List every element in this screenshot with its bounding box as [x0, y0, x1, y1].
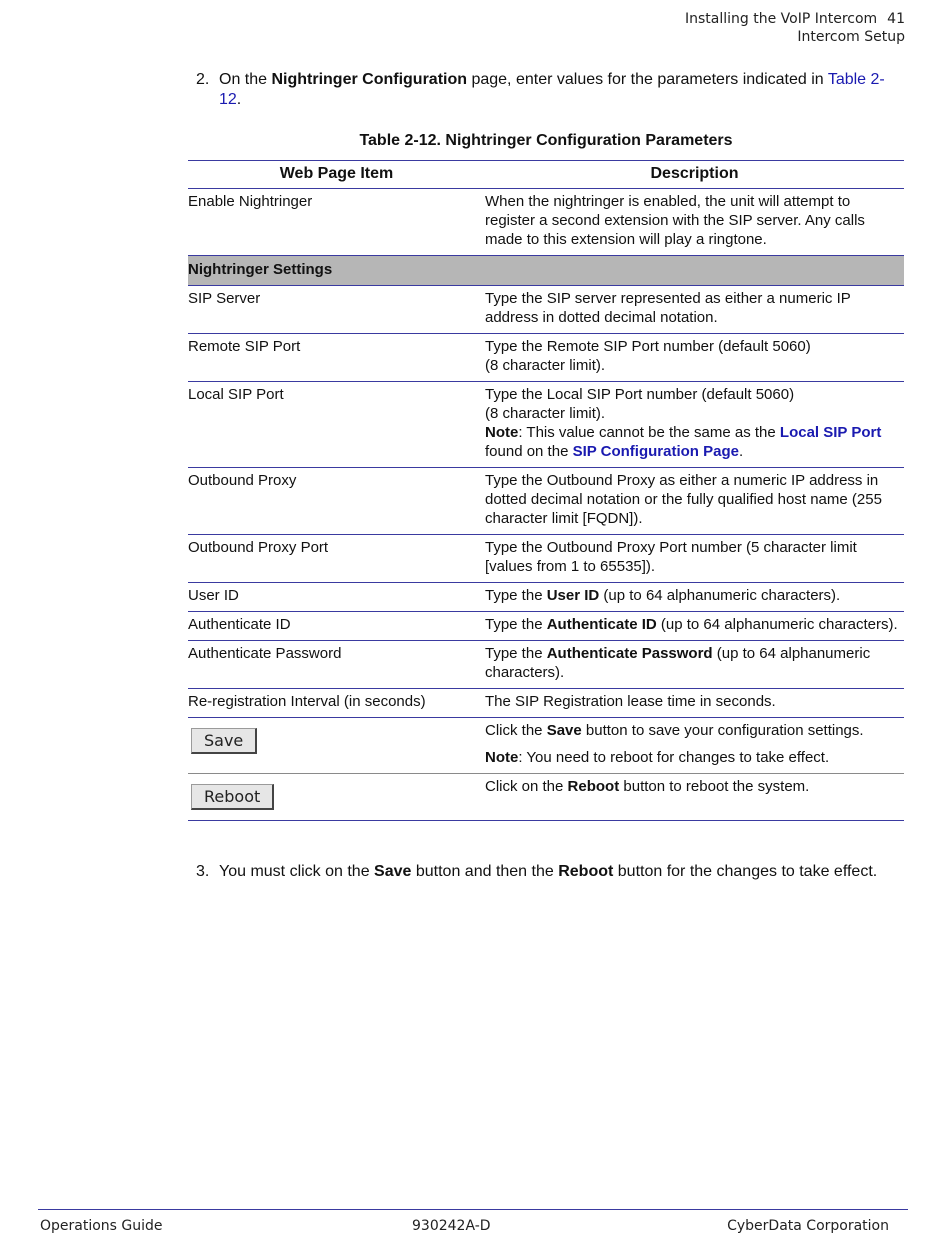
- note-line: [485, 748, 904, 767]
- description-cell: [485, 718, 904, 774]
- table-row: [188, 189, 904, 256]
- table-row: [188, 641, 904, 689]
- footer-right: CyberData Corporation: [727, 1218, 889, 1234]
- description-cell: [485, 612, 904, 641]
- section-blank: [485, 256, 904, 286]
- item-cell: Enable Nightringer: [188, 189, 485, 256]
- sip-configuration-page-link[interactable]: SIP Configuration Page: [572, 443, 739, 460]
- desc-text: button to reboot the system.: [619, 778, 810, 795]
- chapter-title: Installing the VoIP Intercom: [684, 11, 878, 27]
- desc-text: button to save your configuration settings.: [581, 722, 864, 739]
- table-row-reboot: [188, 774, 904, 821]
- desc-text: Type the: [485, 645, 547, 662]
- description-cell: [485, 774, 904, 821]
- step-number: 2.: [196, 71, 210, 88]
- item-cell: Outbound Proxy Port: [188, 535, 485, 583]
- item-cell: Re-registration Interval (in seconds): [188, 689, 485, 718]
- item-cell: Remote SIP Port: [188, 334, 485, 382]
- desc-line: Type the Local SIP Port number (default 5060): [485, 386, 795, 403]
- item-cell: [188, 774, 485, 821]
- description-cell: The SIP Registration lease time in seconds.: [485, 689, 904, 718]
- table-row-save: [188, 718, 904, 774]
- item-cell: [188, 718, 485, 774]
- column-header-description: Description: [485, 161, 904, 189]
- note-label: Note: [485, 749, 519, 766]
- page-name-bold: Nightringer Configuration: [271, 71, 468, 88]
- desc-text: Type the: [485, 587, 547, 604]
- step-2: [196, 70, 896, 110]
- desc-line: (8 character limit).: [485, 405, 606, 422]
- reboot-button[interactable]: Reboot: [191, 784, 274, 810]
- desc-bold: User ID: [546, 587, 600, 604]
- table-row: [188, 286, 904, 334]
- desc-text: (up to 64 alphanumeric characters).: [656, 616, 898, 633]
- step-3: [196, 862, 896, 882]
- note-text: .: [738, 443, 744, 460]
- table-row: [188, 382, 904, 468]
- table-row: [188, 334, 904, 382]
- step-text: [219, 862, 896, 882]
- item-cell: Authenticate ID: [188, 612, 485, 641]
- local-sip-port-link[interactable]: Local SIP Port: [779, 424, 882, 441]
- description-cell: [485, 382, 904, 468]
- step-bold: Reboot: [558, 863, 614, 880]
- note-line: [485, 423, 904, 461]
- desc-text: (up to 64 alphanumeric characters).: [599, 587, 841, 604]
- item-cell: Authenticate Password: [188, 641, 485, 689]
- save-button[interactable]: Save: [191, 728, 257, 754]
- description-cell: [485, 583, 904, 612]
- description-cell: Type the SIP server represented as either a numeric IP address in dotted decimal notation.: [485, 286, 904, 334]
- step-text-part: You must click on the: [219, 863, 375, 880]
- column-header-item: Web Page Item: [188, 161, 485, 189]
- desc-text: Type the: [485, 616, 547, 633]
- note-text: found on the: [485, 443, 573, 460]
- footer-rule: [38, 1209, 908, 1210]
- desc-text: Click on the: [485, 778, 568, 795]
- description-cell: Type the Outbound Proxy as either a numeric IP address in dotted decimal notation or the fully qualified host name (255 character limit [FQDN]).: [485, 468, 904, 535]
- description-cell: [485, 334, 904, 382]
- section-label: Nightringer Settings: [188, 256, 485, 286]
- desc-text: Click the: [485, 722, 547, 739]
- desc-bold: Authenticate ID: [546, 616, 657, 633]
- description-cell: When the nightringer is enabled, the unit will attempt to register a second extension with the SIP server. Any calls made to this extension will play a ringtone.: [485, 189, 904, 256]
- desc-line: [485, 721, 904, 740]
- step-number: 3.: [196, 863, 210, 880]
- note-text: : You need to reboot for changes to take effect.: [518, 749, 830, 766]
- parameters-table: [188, 160, 904, 821]
- step-text-part: .: [236, 91, 242, 108]
- desc-line: Type the Remote SIP Port number (default 5060): [485, 338, 811, 355]
- running-header: [685, 10, 905, 46]
- table-row: [188, 535, 904, 583]
- table-row: [188, 612, 904, 641]
- desc-bold: Reboot: [567, 778, 620, 795]
- footer-center: 930242A-D: [412, 1218, 491, 1234]
- step-text-part: button for the changes to take effect.: [613, 863, 878, 880]
- table-row: [188, 583, 904, 612]
- step-bold: Save: [374, 863, 412, 880]
- section-row: [188, 256, 904, 286]
- step-text-part: button and then the: [411, 863, 559, 880]
- item-cell: Outbound Proxy: [188, 468, 485, 535]
- desc-text: (up to 64 alphanumeric characters).: [485, 645, 871, 681]
- table-reference-link[interactable]: Table 2-12: [219, 71, 885, 108]
- table-header-row: [188, 161, 904, 189]
- table-caption: Table 2-12. Nightringer Configuration Parameters: [359, 132, 733, 149]
- table-row: [188, 468, 904, 535]
- section-title: Intercom Setup: [797, 29, 905, 45]
- item-cell: User ID: [188, 583, 485, 612]
- table-row: [188, 689, 904, 718]
- item-cell: Local SIP Port: [188, 382, 485, 468]
- description-cell: Type the Outbound Proxy Port number (5 character limit [values from 1 to 65535]).: [485, 535, 904, 583]
- header-line-1: [685, 10, 905, 28]
- page-number: 41: [887, 11, 905, 27]
- desc-bold: Save: [546, 722, 582, 739]
- note-label: Note: [485, 424, 519, 441]
- description-cell: [485, 641, 904, 689]
- step-text-part: On the: [219, 71, 272, 88]
- footer-left: Operations Guide: [40, 1218, 163, 1234]
- step-text: [219, 70, 896, 110]
- item-cell: SIP Server: [188, 286, 485, 334]
- desc-bold: Authenticate Password: [546, 645, 713, 662]
- desc-line: (8 character limit).: [485, 357, 606, 374]
- note-text: : This value cannot be the same as the: [518, 424, 780, 441]
- step-text-part: page, enter values for the parameters indicated in: [467, 71, 828, 88]
